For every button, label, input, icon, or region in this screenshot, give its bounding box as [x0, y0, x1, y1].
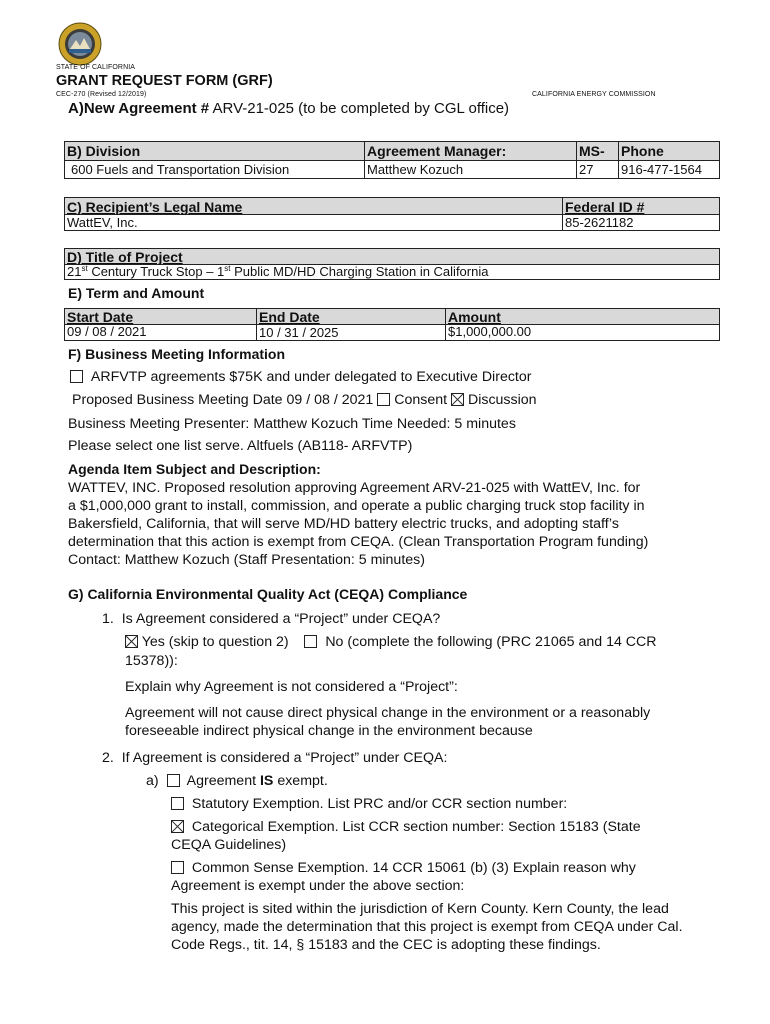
delegated-label: ARFVTP agreements $75K and under delegated to Executive Director: [90, 369, 532, 385]
proposed-date-label: Proposed Business Meeting Date 09 / 08 / 2021: [72, 392, 374, 408]
end-date-header: End Date: [259, 309, 320, 325]
federal-id-header: Federal ID #: [565, 199, 645, 215]
explain-label: Explain why Agreement is not considered a “Project”:: [125, 679, 458, 695]
division-value[interactable]: 600 Fuels and Transportation Division: [71, 162, 290, 177]
is-exempt-label: Agreement IS exempt.: [186, 773, 328, 789]
q2-text: If Agreement is considered a “Project” under CEQA:: [121, 750, 448, 766]
project-title-table: [64, 248, 720, 280]
not-project-reason: Agreement will not cause direct physical change in the environment or a reasonably foreseeable indirect physical change in the environment because: [125, 705, 651, 739]
consent-label: Consent: [394, 392, 448, 408]
section-a: [68, 100, 509, 117]
business-meeting-heading: F) Business Meeting Information: [68, 346, 286, 362]
california-seal-logo: [58, 22, 102, 66]
federal-id-value[interactable]: 85-2621182: [565, 215, 634, 230]
yes-project-label: Yes (skip to question 2): [141, 634, 289, 650]
agency-name: CALIFORNIA ENERGY COMMISSION: [532, 91, 656, 98]
agenda-heading: Agenda Item Subject and Description:: [68, 461, 321, 477]
q1-text: Is Agreement considered a “Project” under CEQA?: [121, 611, 441, 627]
agenda-line: Bakersfield, California, that will serve MD/HD battery electric trucks, and adopting staff’s: [68, 516, 619, 532]
delegated-checkbox[interactable]: [70, 370, 83, 383]
end-date-value[interactable]: 10 / 31 / 2025: [259, 325, 339, 340]
ms-value[interactable]: 27: [579, 162, 594, 177]
agenda-line: WATTEV, INC. Proposed resolution approving Agreement ARV-21-025 with WattEV, Inc. for: [68, 480, 641, 496]
form-code: CEC-270 (Revised 12/2019): [56, 91, 147, 98]
is-exempt-checkbox[interactable]: [167, 774, 180, 787]
yes-project-checkbox[interactable]: [125, 635, 138, 648]
form-title: GRANT REQUEST FORM (GRF): [56, 73, 273, 89]
is-exempt-row: [146, 772, 328, 790]
recipient-name-value[interactable]: WattEV, Inc.: [67, 215, 138, 230]
q1-number: 1.: [102, 611, 114, 627]
ceqa-heading: G) California Environmental Quality Act (CEQA) Compliance: [68, 586, 468, 602]
recipient-name-header: C) Recipient’s Legal Name: [67, 199, 243, 215]
start-date-header: Start Date: [67, 309, 134, 325]
recipient-table: [64, 197, 720, 231]
no-project-label: No (complete the following (PRC 21065 and 14 CCR: [325, 634, 657, 650]
manager-value[interactable]: Matthew Kozuch: [367, 162, 464, 177]
discussion-label: Discussion: [467, 392, 537, 408]
categorical-row: [171, 818, 641, 836]
term-amount-heading: E) Term and Amount: [68, 285, 205, 301]
division-header: B) Division: [67, 143, 141, 159]
list-serve-line: Please select one list serve. Altfuels (AB118- ARFVTP): [68, 438, 413, 454]
question-1: [102, 610, 440, 628]
project-title-header: D) Title of Project: [67, 249, 183, 265]
term-amount-table: [64, 308, 720, 341]
consent-checkbox[interactable]: [377, 393, 390, 406]
statutory-row: [171, 795, 567, 813]
q2-number: 2.: [102, 750, 114, 766]
a-label: a): [146, 773, 159, 789]
common-sense-checkbox[interactable]: [171, 861, 184, 874]
ms-header: MS-: [579, 143, 605, 159]
categorical-checkbox[interactable]: [171, 820, 184, 833]
no-project-checkbox[interactable]: [304, 635, 317, 648]
common-sense-label-cont: Agreement is exempt under the above section:: [171, 878, 465, 894]
meeting-date-row: [72, 391, 537, 409]
phone-value[interactable]: 916-477-1564: [621, 162, 702, 177]
amount-value[interactable]: $1,000,000.00: [448, 324, 532, 339]
categorical-label-cont: CEQA Guidelines): [171, 837, 287, 853]
statutory-checkbox[interactable]: [171, 797, 184, 810]
q1-options: [125, 633, 657, 651]
delegated-row: [70, 368, 531, 386]
agenda-line: determination that this action is exempt from CEQA. (Clean Transportation Program funding): [68, 534, 649, 550]
section-a-bold: New Agreement #: [83, 100, 210, 117]
categorical-label: Categorical Exemption. List CCR section number: Section 15183 (State: [191, 819, 641, 835]
agenda-description: [68, 479, 648, 569]
agreement-number: ARV-21-025 (to be completed by CGL office): [209, 100, 510, 117]
statutory-label: Statutory Exemption. List PRC and/or CCR section number:: [191, 796, 568, 812]
agenda-line: a $1,000,000 grant to install, commission, and operate a public charging truck stop facility in: [68, 498, 645, 514]
start-date-value[interactable]: 09 / 08 / 2021: [67, 324, 147, 339]
manager-header: Agreement Manager:: [367, 143, 507, 159]
phone-header: Phone: [621, 143, 664, 159]
question-2: [102, 749, 447, 767]
state-label: STATE OF CALIFORNIA: [56, 64, 136, 71]
amount-header: Amount: [448, 309, 501, 325]
division-table: [64, 141, 720, 179]
section-a-label: A): [68, 100, 84, 117]
discussion-checkbox[interactable]: [451, 393, 464, 406]
agenda-line: Contact: Matthew Kozuch (Staff Presentation: 5 minutes): [68, 552, 425, 568]
exemption-findings[interactable]: This project is sited within the jurisdiction of Kern County. Kern County, the lead agency, made the determination that this project is exempt from CEQA under Cal. Code Regs., tit. 14, § 15183 and the CEC is adopting these findings.: [171, 901, 683, 953]
common-sense-row: [171, 859, 636, 877]
presenter-line: Business Meeting Presenter: Matthew Kozuch Time Needed: 5 minutes: [68, 416, 516, 432]
common-sense-label: Common Sense Exemption. 14 CCR 15061 (b) (3) Explain reason why: [191, 860, 636, 876]
no-project-label-cont: 15378)):: [125, 653, 178, 669]
project-title-value[interactable]: 21st Century Truck Stop – 1st Public MD/HD Charging Station in California: [67, 264, 489, 279]
